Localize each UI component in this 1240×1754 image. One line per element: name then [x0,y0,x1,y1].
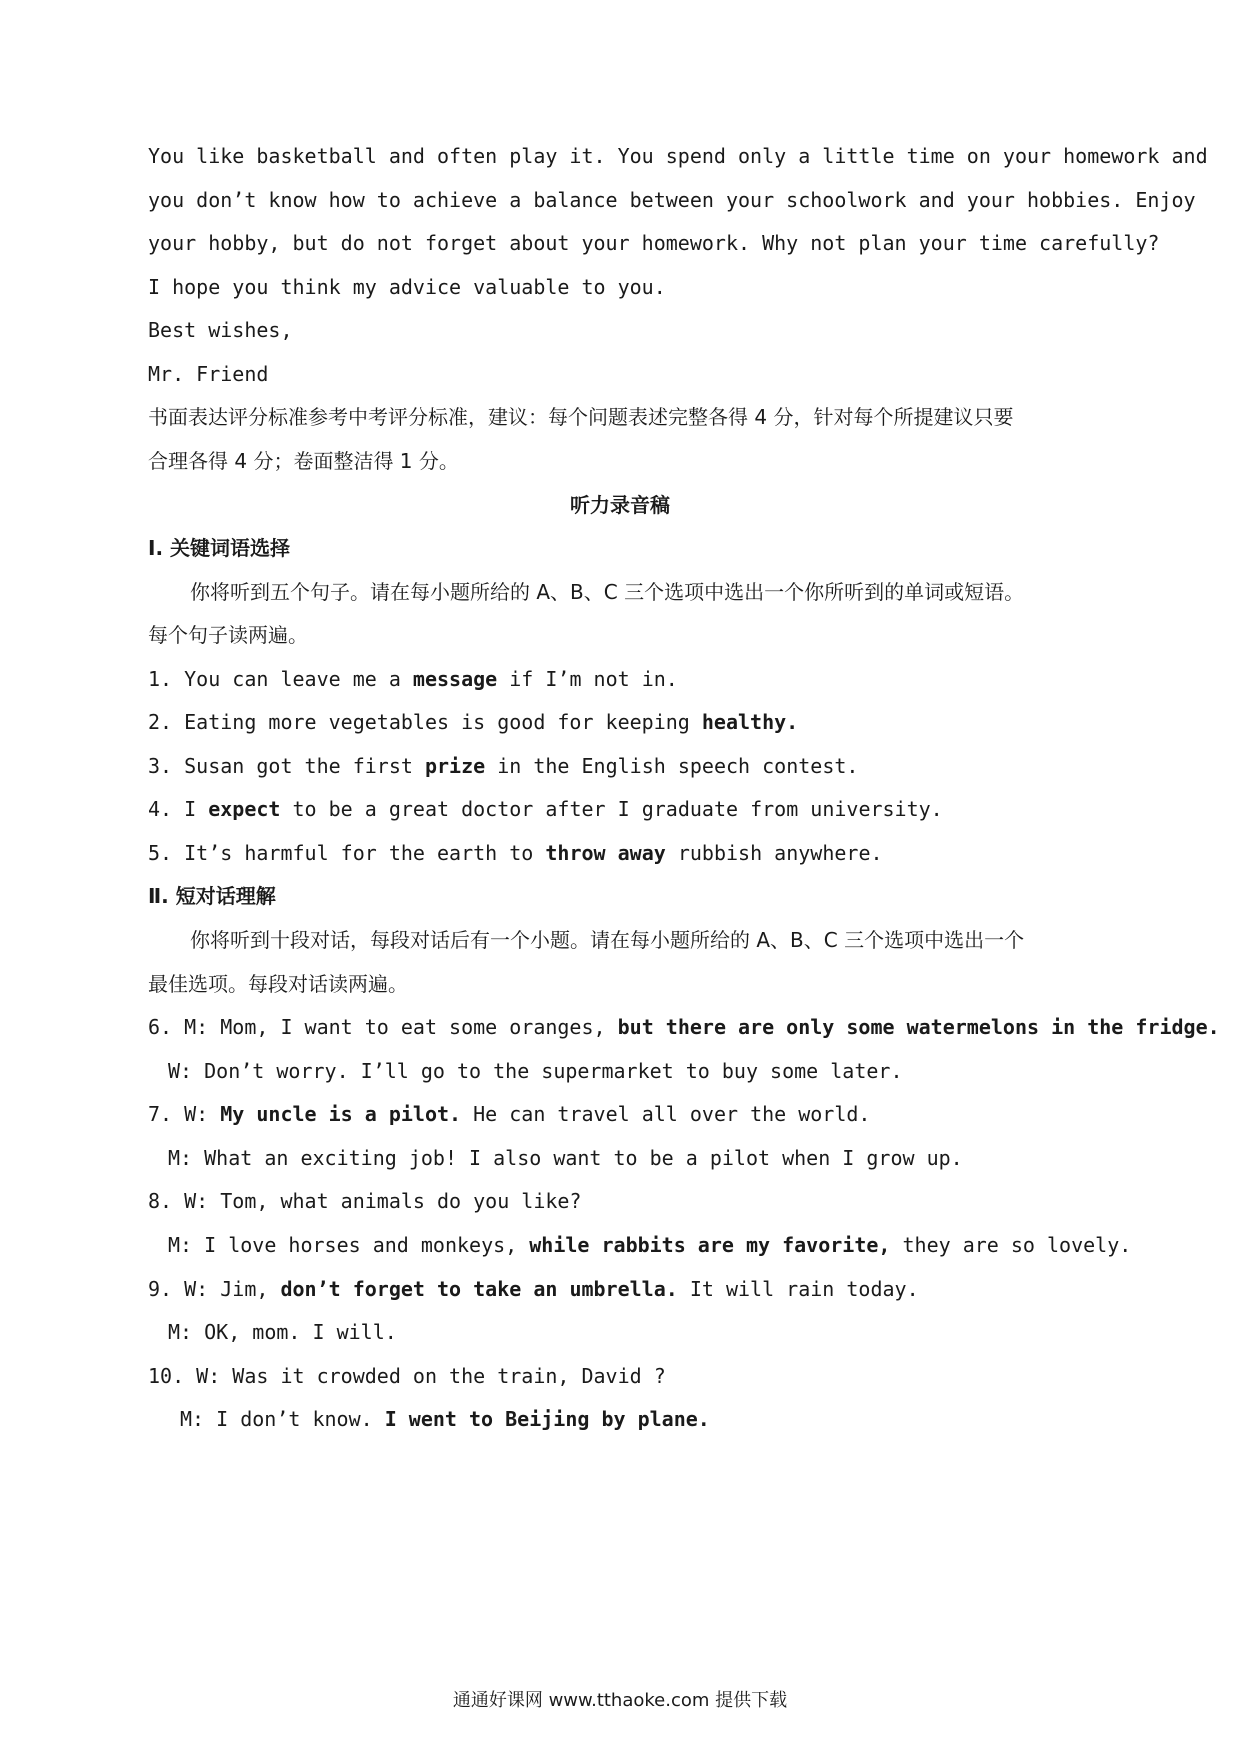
dialogue-text: M: I don’t know. [180,1407,385,1431]
section2-heading: Ⅱ. 短对话理解 [148,884,276,908]
item-text: 5. It’s harmful for the earth to [148,841,546,865]
dialogue-6-line-1 [148,1013,1220,1041]
page-footer: 通通好课网 www.tthaoke.com 提供下载 [452,1690,788,1711]
dialogue-7-line-2: M: What an exciting job! I also want to be a pilot when I grow up. [168,1146,963,1170]
letter-line-1: You like basketball and often play it. You spend only a little time on your homework and [148,144,1208,168]
letter-line-3: your hobby, but do not forget about your homework. Why not plan your time carefully? [148,231,1160,255]
item-keyword: expect [208,797,281,821]
dialogue-keyword: My uncle is a pilot. [220,1102,462,1126]
list-item [148,665,1108,693]
section1-instruction-2: 每个句子读两遍。 [148,623,308,647]
dialogue-9-line-2: M: OK, mom. I will. [168,1320,397,1344]
list-item [148,708,1108,736]
list-item [148,752,1108,780]
item-keyword: message [412,667,498,691]
item-keyword: healthy. [701,710,799,734]
dialogue-keyword: while rabbits are my favorite, [529,1233,891,1257]
scoring-line-1: 书面表达评分标准参考中考评分标准，建议：每个问题表述完整各得 4 分，针对每个所提建议只要 [148,405,1014,429]
letter-line-4: I hope you think my advice valuable to you. [148,275,666,299]
dialogue-6-line-2: W: Don’t worry. I’ll go to the supermarket to buy some later. [168,1059,903,1083]
item-text: to be a great doctor after I graduate from university. [280,797,943,821]
letter-line-2: you don’t know how to achieve a balance between your schoolwork and your hobbies. Enjoy [148,188,1196,212]
section2-instruction-1: 你将听到十段对话，每段对话后有一个小题。请在每小题所给的 A、B、C 三个选项中选出一个 [190,928,1025,952]
item-text: 4. I [148,797,209,821]
item-keyword: throw away [545,841,666,865]
item-text: in the English speech contest. [485,754,859,778]
dialogue-text: 6. M: Mom, I want to eat some oranges, [148,1015,618,1039]
dialogue-9-line-1 [148,1275,1108,1303]
section1-heading: Ⅰ. 关键词语选择 [148,536,291,560]
dialogue-text: It will rain today. [677,1277,919,1301]
section1-instruction-1: 你将听到五个句子。请在每小题所给的 A、B、C 三个选项中选出一个你所听到的单词或短语。 [190,580,1025,604]
item-text: 2. Eating more vegetables is good for keeping [148,710,702,734]
letter-closing: Best wishes, [148,318,293,342]
list-item [148,839,1108,867]
dialogue-8-line-1: 8. W: Tom, what animals do you like? [148,1189,582,1213]
item-text: 1. You can leave me a [148,667,413,691]
list-item [148,795,1108,823]
dialogue-text: 7. W: [148,1102,221,1126]
item-text: if I’m not in. [497,667,678,691]
dialogue-keyword: don’t forget to take an umbrella. [280,1277,678,1301]
dialogue-10-line-2 [180,1405,1140,1433]
dialogue-text: 9. W: Jim, [148,1277,281,1301]
item-text: 3. Susan got the first [148,754,425,778]
transcript-title: 听力录音稿 [570,493,670,517]
dialogue-text: M: I love horses and monkeys, [168,1233,530,1257]
dialogue-7-line-1 [148,1100,1108,1128]
dialogue-text: they are so lovely. [890,1233,1132,1257]
item-keyword: prize [424,754,486,778]
dialogue-text: He can travel all over the world. [461,1102,871,1126]
scoring-line-2: 合理各得 4 分；卷面整洁得 1 分。 [148,449,459,473]
letter-signature: Mr. Friend [148,362,269,386]
dialogue-8-line-2 [168,1231,1132,1259]
dialogue-keyword: but there are only some watermelons in the fridge. [617,1015,1220,1039]
item-text: rubbish anywhere. [665,841,883,865]
dialogue-10-line-1: 10. W: Was it crowded on the train, David ? [148,1364,666,1388]
dialogue-keyword: I went to Beijing by plane. [384,1407,710,1431]
section2-instruction-2: 最佳选项。每段对话读两遍。 [148,972,408,996]
